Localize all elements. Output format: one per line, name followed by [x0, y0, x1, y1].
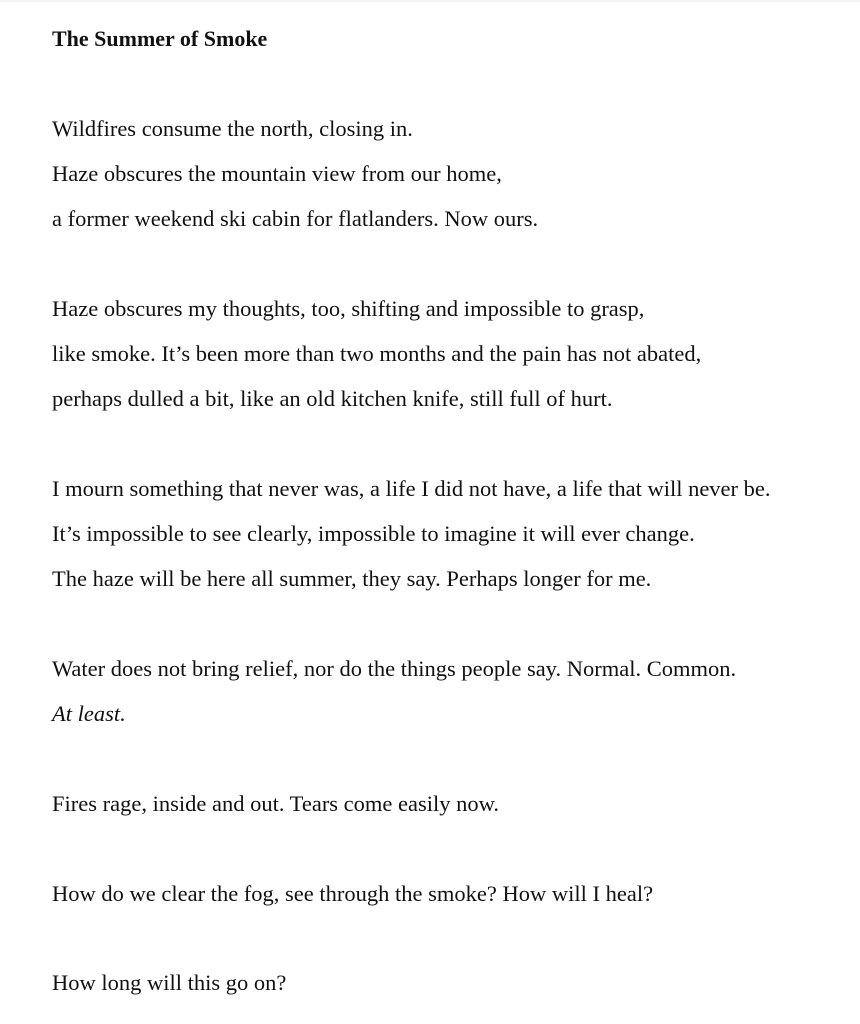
poem-line: Fires rage, inside and out. Tears come easily now. — [52, 791, 500, 816]
poem-line: a former weekend ski cabin for flatlanders. Now ours. — [52, 206, 539, 231]
poem-line: The haze will be here all summer, they say. Perhaps longer for me. — [52, 566, 652, 591]
poem-line: How long will this go on? — [52, 970, 287, 995]
poem-line: Wildfires consume the north, closing in. — [52, 116, 413, 141]
poem-line: perhaps dulled a bit, like an old kitchen knife, still full of hurt. — [52, 386, 613, 411]
poem-line: Water does not bring relief, nor do the things people say. Normal. Common. — [52, 656, 737, 681]
poem-line: Haze obscures the mountain view from our home, — [52, 161, 502, 186]
poem-line: like smoke. It’s been more than two months and the pain has not abated, — [52, 341, 702, 366]
poem-line: I mourn something that never was, a life I did not have, a life that will never be. — [52, 476, 771, 501]
poem-line: Haze obscures my thoughts, too, shifting and impossible to grasp, — [52, 296, 645, 321]
poem-title: The Summer of Smoke — [52, 26, 268, 51]
poem-line: How do we clear the fog, see through the smoke? How will I heal? — [52, 881, 654, 906]
page-top-edge — [0, 0, 860, 2]
poem-line: It’s impossible to see clearly, impossible to imagine it will ever change. — [52, 521, 695, 546]
poem-line-italic: At least. — [52, 701, 126, 726]
